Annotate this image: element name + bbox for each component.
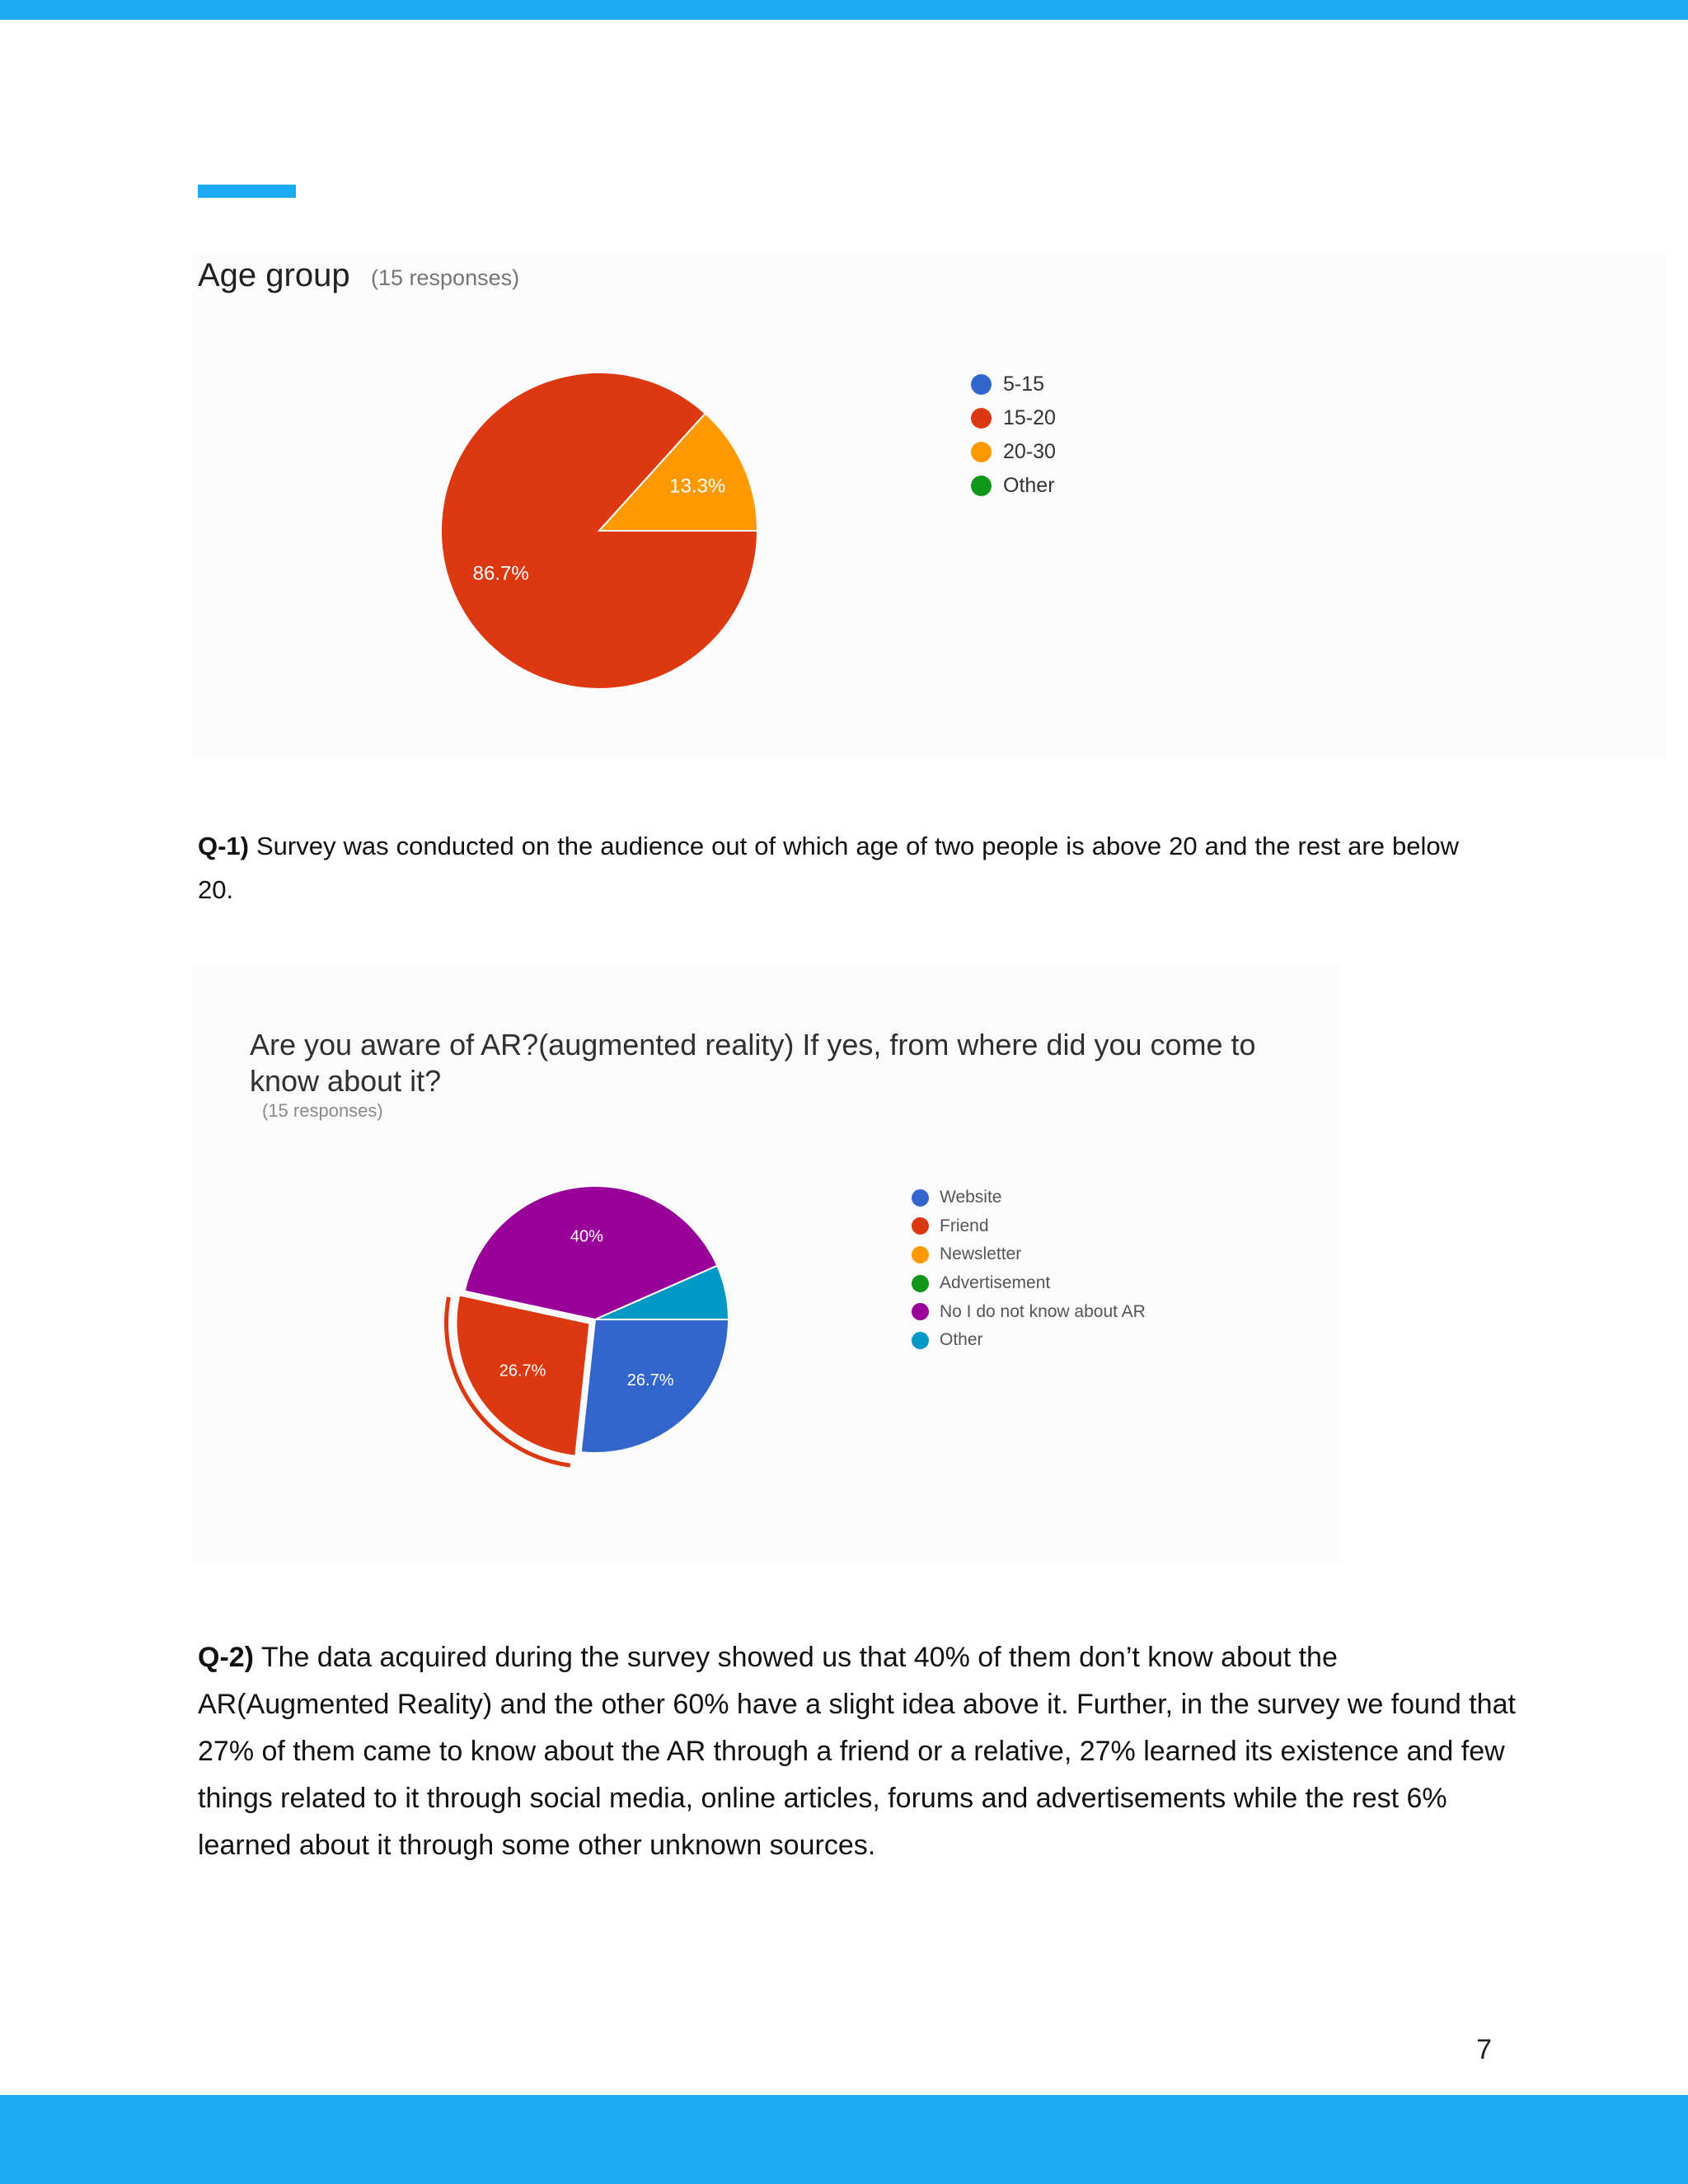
chart1-legend-label: 15-20 [1003, 406, 1056, 429]
chart1-legend-label: Other [1003, 474, 1055, 497]
q2-text: The data acquired during the survey showed us that 40% of them don’t know about the AR(Augmented Reality) and the other 60% have a slight idea above it. Further, in the survey we found that 27% of them came to know about the AR through a friend or a relative, 27% learned its existence and few things related to it through social media, online articles, forums and advertisements while the rest 6% learned about it through some other unknown sources. [198, 1642, 1516, 1861]
chart1-data-label: 86.7% [472, 562, 529, 585]
chart1-title: Age group [198, 257, 350, 293]
q1-text: Survey was conducted on the audience out of which age of two people is above 20 and the rest are below 20. [198, 832, 1459, 904]
q1-label: Q-1) [198, 832, 249, 860]
chart2-legend-label: Website [940, 1188, 1002, 1207]
chart2-legend-label: No I do not know about AR [940, 1301, 1146, 1321]
chart1-legend-label: 5-15 [1003, 373, 1045, 396]
q2-paragraph [198, 1634, 1517, 1869]
chart2-legend-label: Friend [940, 1216, 989, 1235]
bottom-brand-bar [0, 2095, 1688, 2184]
chart2-data-label: 26.7% [499, 1361, 546, 1380]
page-number: 7 [1476, 2034, 1492, 2065]
chart2-legend-label: Other [940, 1330, 983, 1350]
chart2-title: Are you aware of AR?(augmented reality) If yes, from where did you come to know about it? [250, 1028, 1256, 1098]
q2-label: Q-2) [198, 1642, 254, 1673]
chart2-legend-label: Advertisement [940, 1273, 1051, 1293]
chart2-response-count: (15 responses) [262, 1100, 383, 1121]
chart2-legend-label: Newsletter [940, 1244, 1022, 1264]
chart1-legend-label: 20-30 [1003, 440, 1056, 463]
chart2-data-label: 40% [570, 1227, 603, 1246]
q1-paragraph [198, 824, 1459, 912]
chart2-data-label: 26.7% [626, 1371, 674, 1390]
chart1-data-label: 13.3% [669, 475, 726, 498]
chart1-response-count: (15 responses) [371, 265, 520, 290]
